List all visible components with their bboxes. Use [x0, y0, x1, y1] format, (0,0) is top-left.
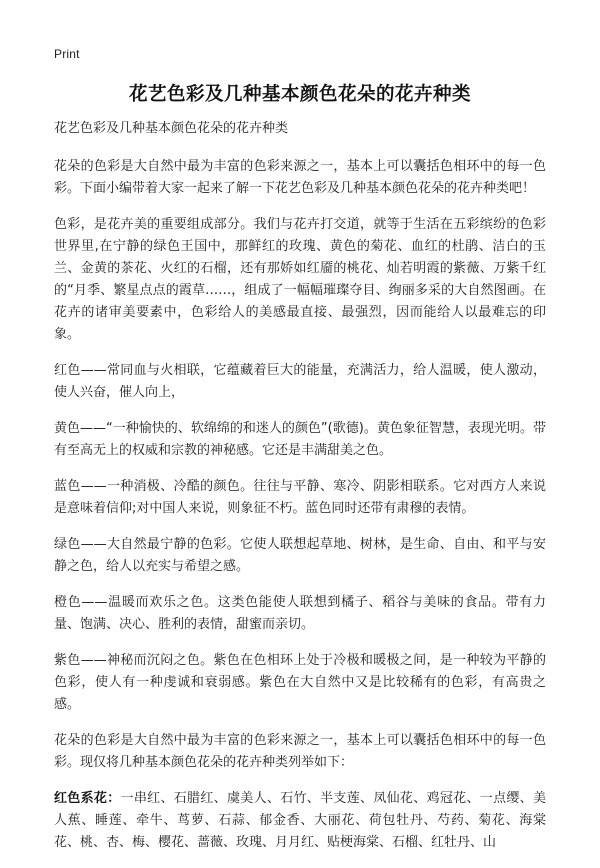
- paragraph-list-intro: 花朵的色彩是大自然中最为丰富的色彩来源之一，基本上可以囊括色相环中的每一色彩。现仅将几种基本颜色花朵的花卉种类列举如下：: [54, 733, 546, 770]
- red-series-text: 一串红、石腊红、虞美人、石竹、半支莲、凤仙花、鸡冠花、一点缨、美人蕉、睡莲、牵牛、茑萝、石蒜、郁金香、大丽花、荷包牡丹、芍药、菊花、海棠花、桃、杏、梅、樱花、蔷薇、玫瑰、月月红、贴梗海棠、石榴、红牡丹、山: [54, 791, 546, 850]
- paragraph-red-series: [54, 788, 546, 854]
- paragraph-orange: 橙色——温暖而欢乐之色。这类色能使人联想到橘子、稻谷与美味的食品。带有力量、饱满、决心、胜利的表情，甜蜜而亲切。: [54, 595, 546, 632]
- paragraph-color-beauty: 色彩，是花卉美的重要组成部分。我们与花卉打交道，就等于生活在五彩缤纷的色彩世界里,在宁静的绿色王国中，那鲜红的玫瑰、黄色的菊花、血红的杜鹃、洁白的玉兰、金黄的茶花、火红的石榴，还有那娇如红靥的桃花、灿若明霞的紫薇、万紫千红的“月季、繁星点点的霞草……，组成了一幅幅璀璨夺目、绚丽多采的大自然图画。在花卉的诸审美要素中，色彩给人的美感最直接、最强烈，因而能给人以最难忘的印象。: [54, 217, 546, 342]
- paragraph-intro: 花朵的色彩是大自然中最为丰富的色彩来源之一，基本上可以囊括色相环中的每一色彩。下面小编带着大家一起来了解一下花艺色彩及几种基本颜色花朵的花卉种类吧！: [54, 159, 546, 196]
- print-link[interactable]: Print: [54, 47, 80, 61]
- paragraph-purple: 紫色——神秘而沉闷之色。紫色在色相环上处于冷极和暖极之间，是一种较为平静的色彩，使人有一种虔诚和衰弱感。紫色在大自然中又是比较稀有的色彩，有高贵之感。: [54, 653, 546, 712]
- article-title: 花艺色彩及几种基本颜色花朵的花卉种类: [128, 84, 471, 105]
- paragraph-green: 绿色——大自然最宁静的色彩。它使人联想起草地、树林，是生命、自由、和平与安静之色，给人以充实与希望之感。: [54, 537, 546, 574]
- paragraph-red: 红色——常同血与火相联，它蕴藏着巨大的能量，充满活力，给人温暖，使人激动，使人兴奋，催人向上，: [54, 363, 546, 400]
- paragraph-yellow: 黄色——“一种愉快的、软绵绵的和迷人的颜色”(歌德)。黄色象征智慧，表现光明。带有至高无上的权威和宗教的神秘感。它还是丰满甜美之色。: [54, 421, 546, 458]
- red-series-label: 红色系花：: [54, 791, 121, 806]
- article-subtitle: 花艺色彩及几种基本颜色花朵的花卉种类: [54, 121, 289, 136]
- article-body: [54, 118, 546, 868]
- paragraph-blue: 蓝色——一种消极、冷酷的颜色。往往与平静、寒冷、阴影相联系。它对西方人来说是意味着信仰;对中国人来说，则象征不朽。蓝色同时还带有肃穆的表情。: [54, 479, 546, 516]
